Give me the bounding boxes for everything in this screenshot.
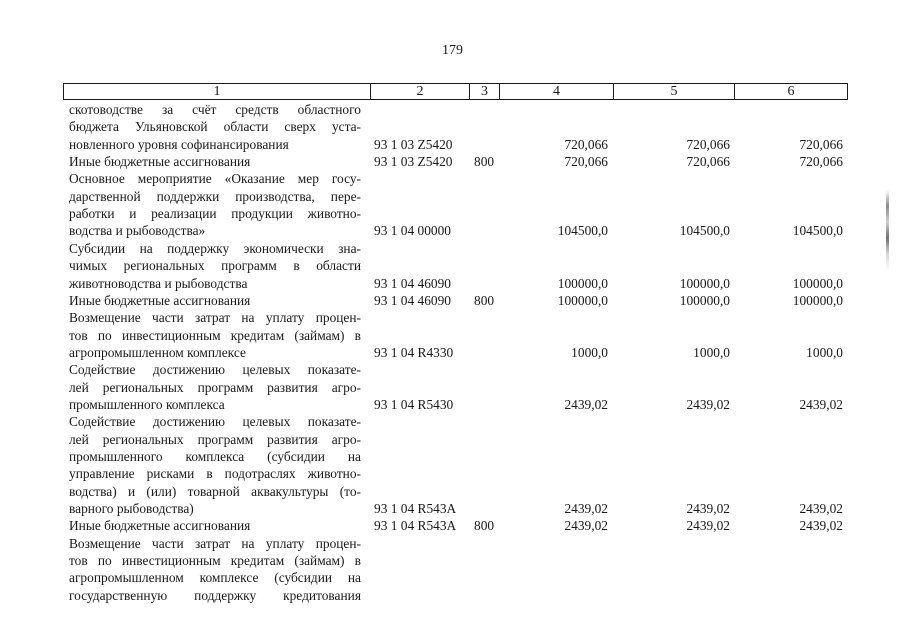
row-classification-code: 93 1 03 Z5420 [374,136,453,152]
row-classification-code: 93 1 04 00000 [374,223,451,239]
row-description: промышленного комплекса (субсидии на [69,449,361,464]
row-value-col6: 720,066 [799,136,843,152]
row-description: Иные бюджетные ассигнования [69,154,251,170]
table-header [63,83,848,100]
row-description: Субсидии на поддержку экономически зна- [69,240,361,256]
row-expense-type: 800 [474,154,495,170]
row-description: Возмещение части затрат на уплату процен- [69,535,361,551]
row-description: агропромышленном комплексе (субсидии на [69,570,361,586]
header-col-3: 3 [470,84,500,99]
row-value-col6: 104500,0 [792,223,843,239]
row-value-col5: 100000,0 [679,275,730,291]
row-description: Содействие достижению целевых показате- [69,362,361,378]
row-value-col5: 2439,02 [686,518,730,534]
header-col-6: 6 [787,84,795,99]
row-classification-code: 93 1 04 R4330 [374,344,454,360]
row-description: варного рыбоводства) [69,501,194,517]
header-col-5: 5 [614,84,735,99]
row-expense-type: 800 [474,518,495,534]
row-description: дарственной поддержки производства, пере- [69,188,361,204]
row-description: тов по инвестиционным кредитам (займам) в [69,327,361,343]
row-value-col5: 2439,02 [686,396,730,412]
row-value-col6: 100000,0 [792,292,843,308]
header-col-2: 2 [371,84,470,99]
row-value-col4: 720,066 [564,136,608,152]
row-description: управление рисками в подотраслях животно- [69,466,361,482]
row-description: работки и реализации продукции животно- [69,206,361,222]
row-description: Иные бюджетные ассигнования [69,518,251,534]
row-value-col6: 720,066 [799,154,843,170]
row-description: промышленного комплекса [69,396,225,412]
row-value-col4: 2439,02 [564,501,608,517]
row-value-col4: 100000,0 [557,292,608,308]
row-description: Содействие достижению целевых показате- [69,414,361,430]
row-description: водства и рыбоводства» [69,223,206,239]
row-description: Иные бюджетные ассигнования [69,292,251,308]
row-description: скотоводстве за счёт средств областного [69,102,361,117]
scan-artifact [886,190,889,270]
row-value-col6: 2439,02 [799,518,843,534]
row-classification-code: 93 1 04 46090 [374,275,451,291]
row-value-col6: 1000,0 [806,344,843,360]
row-value-col4: 100000,0 [557,275,608,291]
row-description: агропромышленном комплексе [69,344,246,360]
row-value-col4: 720,066 [564,154,608,170]
header-col-1: 1 [64,84,371,99]
row-description: бюджета Ульяновской области сверх уста- [69,119,361,135]
row-description: животноводства и рыбоводства [69,275,248,291]
row-value-col4: 1000,0 [571,344,608,360]
row-value-col4: 104500,0 [557,223,608,239]
row-value-col4: 2439,02 [564,518,608,534]
row-classification-code: 93 1 04 46090 [374,292,451,308]
row-classification-code: 93 1 03 Z5420 [374,154,453,170]
row-classification-code: 93 1 04 R543A [374,518,457,534]
row-value-col6: 100000,0 [792,275,843,291]
row-value-col5: 2439,02 [686,501,730,517]
row-description: государственную поддержку кредитования [69,587,361,603]
row-value-col4: 2439,02 [564,396,608,412]
row-value-col5: 720,066 [686,136,730,152]
row-value-col6: 2439,02 [799,396,843,412]
page-number: 179 [442,43,463,58]
row-value-col5: 104500,0 [679,223,730,239]
row-description: водства) и (или) товарной аквакультуры (то- [69,483,361,499]
row-description: тов по инвестиционным кредитам (займам) в [69,553,361,569]
row-description: Возмещение части затрат на уплату процен- [69,310,361,326]
header-col-4: 4 [500,84,614,99]
row-expense-type: 800 [474,292,495,308]
row-classification-code: 93 1 04 R543A [374,501,457,517]
row-description: лей региональных программ развития агро- [69,431,361,447]
row-description: Основное мероприятие «Оказание мер госу- [69,171,361,187]
row-description: чимых региональных программ в области [69,258,361,274]
row-description: лей региональных программ развития агро- [69,379,361,395]
row-value-col5: 1000,0 [693,344,730,360]
row-value-col5: 100000,0 [679,292,730,308]
row-classification-code: 93 1 04 R5430 [374,396,454,412]
row-value-col6: 2439,02 [799,501,843,517]
row-description: новленного уровня софинансирования [69,136,289,152]
row-value-col5: 720,066 [686,154,730,170]
